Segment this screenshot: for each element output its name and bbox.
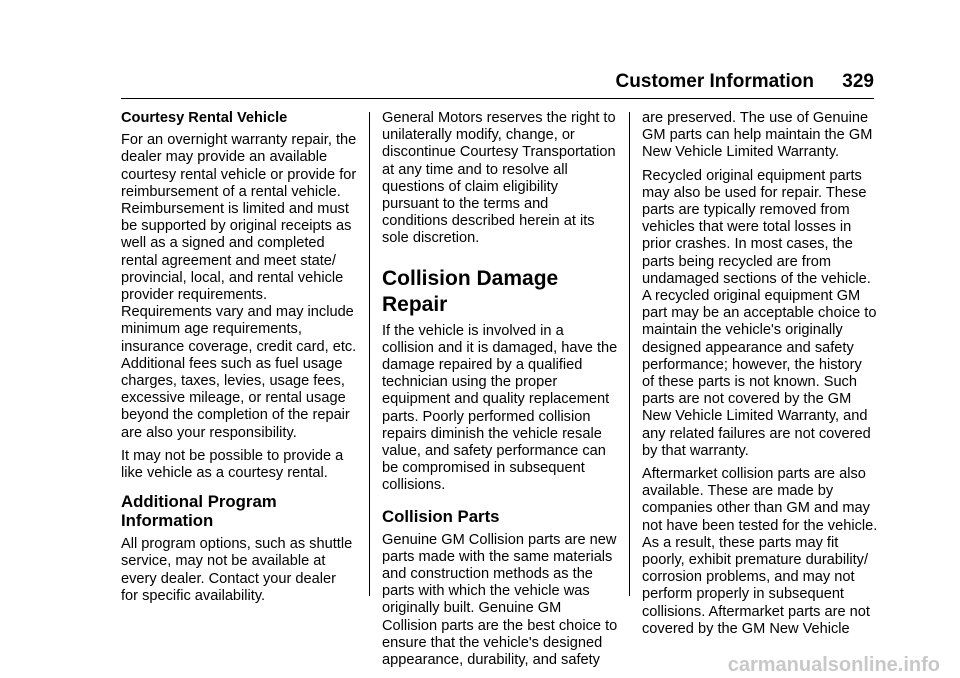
collision-damage-paragraph: If the vehicle is involved in a collision and it is damaged, have the damage repaired by a qualified technician using the proper equipment and quality replacement parts. Poorly performed collision repairs diminish the vehicle resale value, and safety performance can be compromised in subsequent collisions. bbox=[382, 322, 618, 494]
additional-program-paragraph: All program options, such as shuttle service, may not be available at every dealer. Contact your dealer for specific availability. bbox=[121, 536, 353, 604]
watermark: carmanualsonline.info bbox=[727, 654, 940, 676]
column-1 bbox=[121, 110, 357, 611]
collision-damage-heading: Collision Damage Repair bbox=[382, 266, 559, 316]
collision-parts-heading: Collision Parts bbox=[382, 506, 500, 526]
gm-reserves-paragraph: General Motors reserves the right to unilaterally modify, change, or discontinue Courtesy Transportation at any time and to resolve all questions of claim eligibility pursuant to the terms and conditions described herein at its sole discretion. bbox=[382, 110, 616, 247]
column-divider bbox=[369, 112, 370, 596]
additional-program-heading: Additional Program Information bbox=[121, 492, 277, 531]
collision-parts-paragraph: Genuine GM Collision parts are new parts made with the same materials and construction methods as the parts with which the vehicle was originally built. Genuine GM Collision parts are the best choice to ensure that the vehicle's designed appearance, durability, and safety bbox=[382, 531, 618, 669]
courtesy-rental-paragraph: For an overnight warranty repair, the dealer may provide an available courtesy rental vehicle or provide for reimbursement of a rental vehicle. Reimbursement is limited and must be supported by original receipts as well as a signed and completed rental agreement and meet state/ provincial, local, and rental vehicle provider requirements. Requirements vary and may include minimum age requirements, insurance coverage, credit card, etc. Additional fees such as fuel usage charges, taxes, levies, usage fees, excessive mileage, or rental usage beyond the completion of the repair are also your responsibility. bbox=[121, 132, 357, 441]
header-rule bbox=[121, 98, 874, 99]
aftermarket-parts-paragraph: Aftermarket collision parts are also available. These are made by companies other than GM and may not have been tested for the vehicle. As a result, these parts may fit poorly, exhibit premature durability/ corrosion problems, and may not perform properly in subsequent collisions. Aftermarket parts are not covered by the GM New Vehicle bbox=[642, 466, 878, 637]
genuine-parts-paragraph: are preserved. The use of Genuine GM parts can help maintain the GM New Vehicle Limited Warranty. bbox=[642, 110, 873, 161]
column-3 bbox=[642, 110, 878, 644]
column-2 bbox=[382, 110, 618, 675]
courtesy-rental-note: It may not be possible to provide a like vehicle as a courtesy rental. bbox=[121, 447, 344, 482]
column-divider bbox=[629, 112, 630, 596]
page-number: 329 bbox=[842, 71, 874, 92]
courtesy-rental-heading: Courtesy Rental Vehicle bbox=[121, 110, 288, 126]
page-header bbox=[121, 71, 874, 97]
section-title: Customer Information bbox=[615, 71, 814, 92]
recycled-parts-paragraph: Recycled original equipment parts may also be used for repair. These parts are typically removed from vehicles that were total losses in prior crashes. In most cases, the parts being recycled are from undamaged sections of the vehicle. A recycled original equipment GM part may be an acceptable choice to maintain the vehicle's originally designed appearance and safety performance; however, the history of these parts is not known. Such parts are not covered by the GM New Vehicle Limited Warranty, and any related failures are not covered by that warranty. bbox=[642, 167, 877, 459]
